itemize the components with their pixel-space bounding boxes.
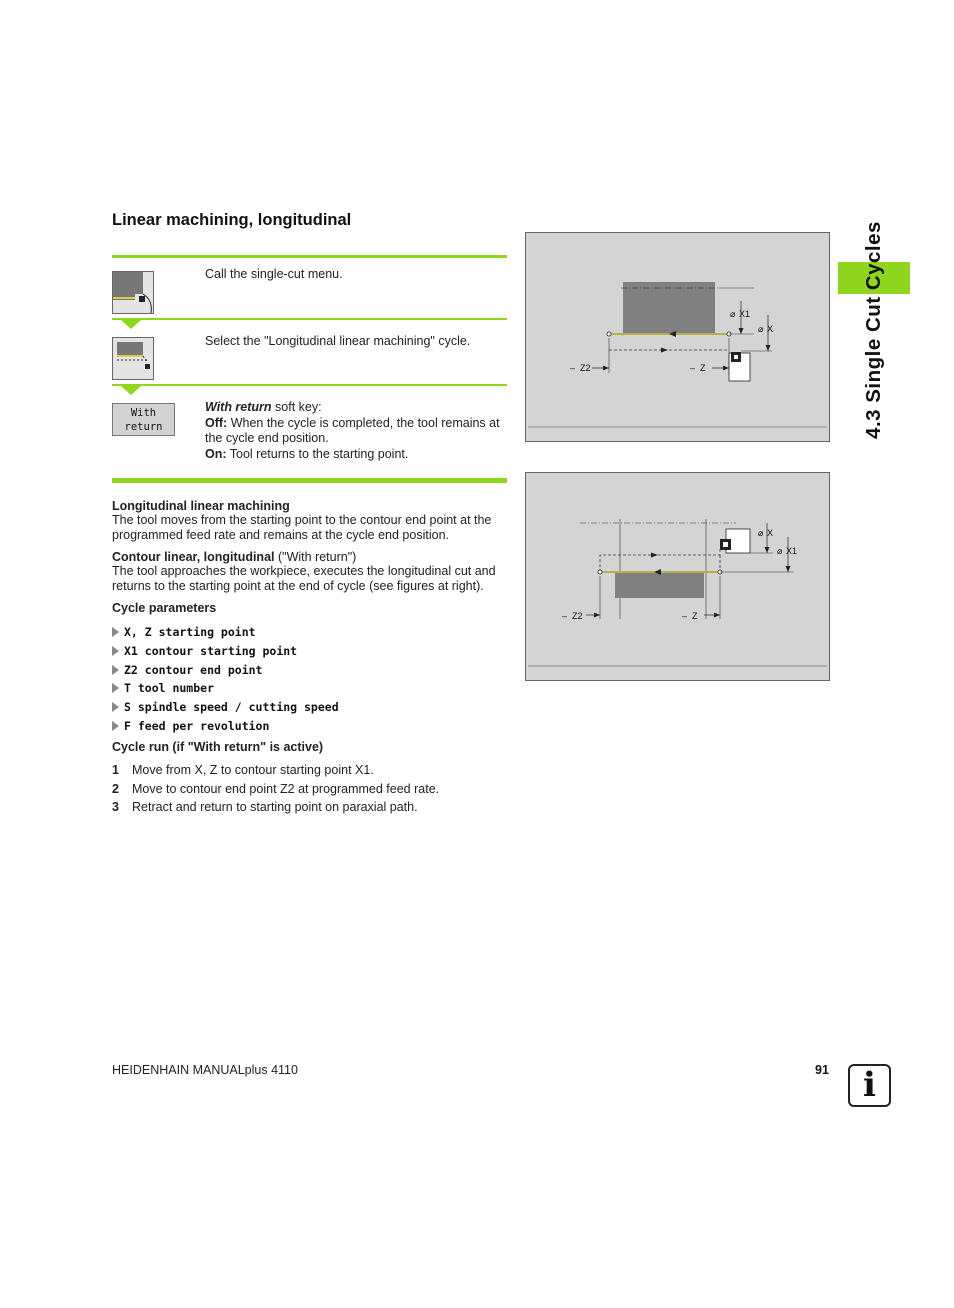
triangle-right-icon	[112, 646, 119, 656]
parameter-label: X, Z starting point	[124, 625, 256, 640]
divider-bar	[112, 318, 507, 320]
divider-bar	[112, 478, 507, 483]
dimension-arrow-icon	[714, 613, 720, 618]
arrow-down-icon	[121, 320, 141, 329]
step-text: Retract and return to starting point on paraxial path.	[132, 800, 418, 815]
start-point-marker	[598, 570, 602, 574]
arrow-right-icon	[661, 348, 668, 353]
label-x: X	[767, 324, 774, 334]
page-number: 91	[815, 1063, 829, 1077]
subheading: Contour linear, longitudinal	[112, 550, 275, 564]
softkey-title: With return	[205, 400, 272, 414]
list-item	[112, 698, 339, 717]
subheading-line	[112, 550, 507, 565]
softkey-description	[205, 400, 507, 462]
triangle-right-icon	[112, 627, 119, 637]
arrow-down-icon	[121, 386, 141, 395]
list-item	[112, 642, 339, 661]
triangle-right-icon	[112, 683, 119, 693]
softkey-on-line	[205, 447, 507, 463]
list-item	[112, 679, 339, 698]
step-number: 3	[112, 800, 119, 815]
dimension-arrow-icon	[739, 328, 744, 334]
parameter-label: X1 contour starting point	[124, 644, 298, 659]
dimension-arrow-icon	[594, 613, 600, 618]
minus-sign: –	[570, 363, 576, 373]
tool-insert-hole	[734, 355, 738, 359]
dimension-arrow-icon	[765, 547, 770, 553]
list-item	[112, 660, 339, 679]
footer-product: HEIDENHAIN MANUALplus 4110	[112, 1063, 298, 1077]
workpiece-shape	[623, 282, 715, 333]
figure-with-return	[525, 472, 830, 681]
step-text: Select the "Longitudinal linear machining" cycle.	[205, 334, 471, 348]
diameter-icon: ⌀	[730, 309, 736, 319]
list-item	[112, 761, 439, 780]
section-title: Linear machining, longitudinal	[112, 211, 352, 229]
label-z: Z	[700, 363, 706, 373]
label-z2: Z2	[572, 611, 583, 621]
triangle-right-icon	[112, 721, 119, 731]
dimension-arrow-icon	[786, 566, 791, 572]
start-point-marker	[607, 332, 611, 336]
single-cut-menu-icon	[112, 271, 154, 314]
parameter-label: F feed per revolution	[124, 718, 270, 733]
softkey-title-line	[205, 400, 507, 416]
diameter-icon: ⌀	[758, 324, 764, 334]
chapter-title: 4.3 Single Cut Cycles	[862, 221, 885, 439]
triangle-right-icon	[112, 702, 119, 712]
divider-bar	[112, 255, 507, 258]
label-x1: X1	[786, 546, 798, 556]
divider-bar	[112, 384, 507, 386]
label-x1: X1	[739, 309, 751, 319]
softkey-line: return	[124, 421, 163, 433]
softkey-title-suffix: soft key:	[271, 400, 322, 414]
longitudinal-cycle-icon	[112, 337, 154, 380]
step-number: 2	[112, 781, 119, 796]
step-text: Move from X, Z to contour starting point X1.	[132, 763, 374, 778]
diameter-icon: ⌀	[758, 528, 764, 538]
label-x: X	[767, 528, 774, 538]
subheading: Cycle run (if "With return" is active)	[112, 740, 324, 754]
approach-path	[600, 547, 720, 572]
info-icon	[848, 1064, 891, 1107]
minus-sign: –	[682, 611, 688, 621]
info-glyph: i	[863, 1064, 876, 1105]
on-label: On:	[205, 446, 227, 461]
list-item	[112, 623, 339, 642]
on-text: Tool returns to the starting point.	[226, 446, 409, 461]
step-number: 1	[112, 763, 119, 778]
parameter-label: T tool number	[124, 681, 215, 696]
subheading-suffix: ("With return")	[274, 550, 357, 564]
tool-insert-hole	[723, 542, 728, 547]
label-z: Z	[692, 611, 698, 621]
list-item	[112, 780, 439, 799]
diameter-icon: ⌀	[777, 546, 783, 556]
step-text: Move to contour end point Z2 at programmed feed rate.	[132, 781, 440, 796]
minus-sign: –	[562, 611, 568, 621]
workpiece-shape	[615, 573, 704, 598]
parameter-label: S spindle speed / cutting speed	[124, 700, 339, 715]
step-text: Call the single-cut menu.	[205, 267, 343, 281]
list-item	[112, 716, 339, 735]
off-text: When the cycle is completed, the tool remains at the cycle end position.	[205, 415, 500, 445]
paragraph: The tool moves from the starting point to the contour end point at the programmed feed rate and remains at the cycle end position.	[112, 513, 492, 542]
with-return-softkey[interactable]	[112, 403, 175, 436]
minus-sign: –	[690, 363, 696, 373]
dimension-arrow-icon	[766, 345, 771, 351]
subheading: Cycle parameters	[112, 601, 217, 615]
list-item	[112, 798, 439, 817]
off-label: Off:	[205, 415, 228, 430]
dimension-arrow-icon	[603, 366, 609, 371]
paragraph: The tool approaches the workpiece, executes the longitudinal cut and returns to the starting point at the end of cycle (see figures at right).	[112, 564, 496, 593]
parameter-label: Z2 contour end point	[124, 662, 263, 677]
cycle-run-list	[112, 761, 439, 817]
dimension-arrow-icon	[723, 366, 729, 371]
subheading: Longitudinal linear machining	[112, 499, 290, 513]
figure-without-return	[525, 232, 830, 442]
softkey-line: With	[130, 407, 157, 419]
label-z2: Z2	[580, 363, 591, 373]
softkey-off-line	[205, 416, 507, 447]
triangle-right-icon	[112, 665, 119, 675]
parameter-list	[112, 623, 339, 735]
arrow-right-icon	[651, 553, 658, 558]
